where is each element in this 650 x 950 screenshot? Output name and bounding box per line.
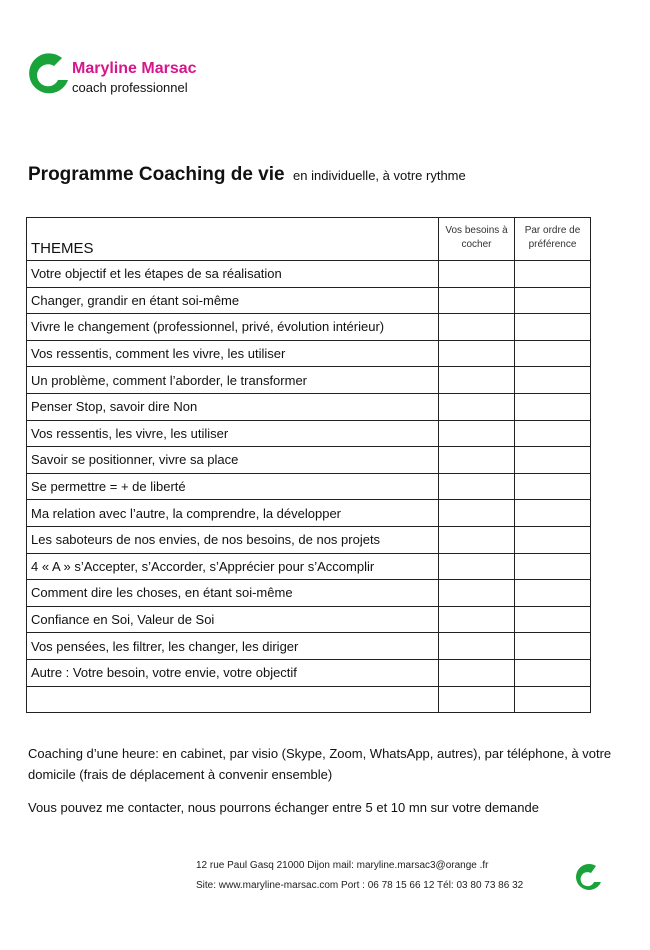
theme-label: Changer, grandir en étant soi-même [27,287,439,314]
table-row [27,314,591,341]
preference-cell[interactable] [515,659,591,686]
table-row [27,633,591,660]
theme-label: Se permettre = + de liberté [27,473,439,500]
preference-cell[interactable] [515,553,591,580]
table-row [27,473,591,500]
header-themes: THEMES [27,218,439,261]
theme-label [27,686,439,713]
theme-label: Ma relation avec l’autre, la comprendre, la développer [27,500,439,527]
table-row [27,367,591,394]
theme-label: Autre : Votre besoin, votre envie, votre objectif [27,659,439,686]
preference-cell[interactable] [515,633,591,660]
logo-swirl-icon [28,50,72,98]
coaching-info-paragraph: Coaching d’une heure: en cabinet, par visio (Skype, Zoom, WhatsApp, autres), par téléphone, à votre domicile (frais de déplacement à convenir ensemble) [28,746,612,782]
table-row [27,393,591,420]
footer-contact: Site: www.maryline-marsac.com Port : 06 78 15 66 12 Tél: 03 80 73 86 32 [196,880,524,891]
table-row [27,261,591,288]
preference-cell[interactable] [515,393,591,420]
besoin-checkbox-cell[interactable] [439,367,515,394]
besoin-checkbox-cell[interactable] [439,606,515,633]
brand-subtitle: coach professionnel [72,80,188,95]
footer-logo-icon [574,862,604,892]
theme-label: Vos ressentis, les vivre, les utiliser [27,420,439,447]
theme-label: Les saboteurs de nos envies, de nos besoins, de nos projets [27,526,439,553]
theme-label: Votre objectif et les étapes de sa réalisation [27,261,439,288]
preference-cell[interactable] [515,526,591,553]
preference-cell[interactable] [515,287,591,314]
page-title [28,164,466,186]
preference-cell[interactable] [515,367,591,394]
header-preference: Par ordre de préférence [515,218,591,261]
besoin-checkbox-cell[interactable] [439,420,515,447]
table-row [27,340,591,367]
table-row [27,500,591,527]
table-row [27,606,591,633]
title-sub: en individuelle, à votre rythme [293,168,466,183]
theme-label: Savoir se positionner, vivre sa place [27,447,439,474]
table-row [27,287,591,314]
table-row [27,686,591,713]
theme-label: Penser Stop, savoir dire Non [27,393,439,420]
theme-label: Confiance en Soi, Valeur de Soi [27,606,439,633]
table-row [27,553,591,580]
preference-cell[interactable] [515,340,591,367]
preference-cell[interactable] [515,261,591,288]
besoin-checkbox-cell[interactable] [439,659,515,686]
table-row [27,526,591,553]
theme-label: Comment dire les choses, en étant soi-même [27,580,439,607]
besoin-checkbox-cell[interactable] [439,393,515,420]
besoin-checkbox-cell[interactable] [439,686,515,713]
besoin-checkbox-cell[interactable] [439,314,515,341]
preference-cell[interactable] [515,473,591,500]
table-header-row [27,218,591,261]
brand-logo [28,50,218,100]
besoin-checkbox-cell[interactable] [439,526,515,553]
besoin-checkbox-cell[interactable] [439,580,515,607]
besoin-checkbox-cell[interactable] [439,633,515,660]
preference-cell[interactable] [515,314,591,341]
header-besoins: Vos besoins à cocher [439,218,515,261]
besoin-checkbox-cell[interactable] [439,553,515,580]
table-row [27,659,591,686]
contact-paragraph: Vous pouvez me contacter, nous pourrons échanger entre 5 et 10 mn sur votre demande [28,800,539,815]
preference-cell[interactable] [515,686,591,713]
brand-name: Maryline Marsac [72,60,197,77]
preference-cell[interactable] [515,500,591,527]
besoin-checkbox-cell[interactable] [439,340,515,367]
besoin-checkbox-cell[interactable] [439,473,515,500]
table-row [27,420,591,447]
theme-label: Vos pensées, les filtrer, les changer, les diriger [27,633,439,660]
preference-cell[interactable] [515,606,591,633]
besoin-checkbox-cell[interactable] [439,261,515,288]
theme-label: Vos ressentis, comment les vivre, les utiliser [27,340,439,367]
theme-label: Vivre le changement (professionnel, privé, évolution intérieur) [27,314,439,341]
besoin-checkbox-cell[interactable] [439,287,515,314]
theme-label: Un problème, comment l’aborder, le transformer [27,367,439,394]
theme-label: 4 « A » s’Accepter, s’Accorder, s’Apprécier pour s’Accomplir [27,553,439,580]
besoin-checkbox-cell[interactable] [439,447,515,474]
preference-cell[interactable] [515,580,591,607]
footer-address: 12 rue Paul Gasq 21000 Dijon mail: maryline.marsac3@orange .fr [196,860,489,871]
preference-cell[interactable] [515,447,591,474]
title-main: Programme Coaching de vie [28,164,285,185]
besoin-checkbox-cell[interactable] [439,500,515,527]
table-row [27,447,591,474]
themes-table [26,217,591,713]
preference-cell[interactable] [515,420,591,447]
table-row [27,580,591,607]
